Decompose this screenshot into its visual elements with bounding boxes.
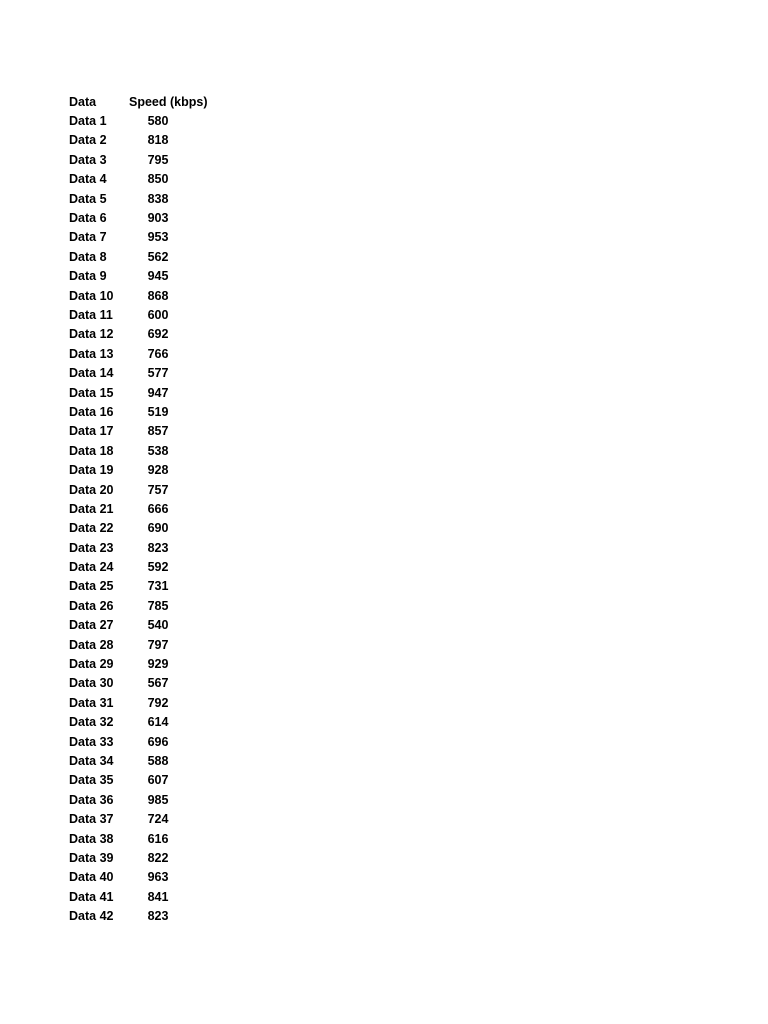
table-row (69, 267, 187, 286)
data-label-cell: Data 29 (69, 657, 114, 672)
speed-value-cell: 724 (147, 812, 169, 827)
speed-value-cell: 841 (147, 889, 169, 904)
speed-value-cell: 947 (147, 385, 169, 400)
speed-value-cell: 607 (147, 773, 169, 788)
data-label-cell: Data 42 (69, 909, 114, 924)
data-label-cell: Data 22 (69, 521, 114, 536)
table-row (69, 538, 187, 557)
data-label-cell: Data 20 (69, 482, 114, 497)
speed-value-cell: 731 (147, 579, 169, 594)
speed-value-cell: 766 (147, 346, 169, 361)
table-row (69, 809, 187, 828)
table-row (69, 111, 187, 130)
speed-value-cell: 614 (147, 715, 169, 730)
table-row (69, 519, 187, 538)
speed-value-cell: 985 (147, 792, 169, 807)
speed-value-cell: 823 (147, 540, 169, 555)
table-row (69, 674, 187, 693)
data-label-cell: Data 10 (69, 288, 114, 303)
speed-value-cell: 600 (147, 307, 169, 322)
data-label-cell: Data 14 (69, 366, 114, 381)
table-row (69, 771, 187, 790)
data-label-cell: Data 39 (69, 850, 114, 865)
data-label-cell: Data 35 (69, 773, 114, 788)
data-label-cell: Data 6 (69, 211, 107, 226)
speed-value-cell: 519 (147, 404, 169, 419)
table-row (69, 170, 187, 189)
table-row (69, 441, 187, 460)
speed-value-cell: 868 (147, 288, 169, 303)
data-label-cell: Data 27 (69, 618, 114, 633)
table-row (69, 286, 187, 305)
speed-value-cell: 666 (147, 501, 169, 516)
speed-value-cell: 818 (147, 133, 169, 148)
data-label-cell: Data 5 (69, 191, 107, 206)
speed-value-cell: 953 (147, 230, 169, 245)
data-label-cell: Data 9 (69, 269, 107, 284)
table-row (69, 732, 187, 751)
table-row (69, 557, 187, 576)
data-label-cell: Data 36 (69, 792, 114, 807)
data-label-cell: Data 13 (69, 346, 114, 361)
data-table (69, 92, 208, 926)
table-row (69, 499, 187, 518)
data-label-cell: Data 2 (69, 133, 107, 148)
data-label-cell: Data 38 (69, 831, 114, 846)
data-label-cell: Data 40 (69, 870, 114, 885)
table-header-row (69, 92, 208, 111)
table-row (69, 654, 187, 673)
speed-value-cell: 822 (147, 850, 169, 865)
data-label-cell: Data 18 (69, 443, 114, 458)
speed-value-cell: 857 (147, 424, 169, 439)
table-row (69, 344, 187, 363)
table-row (69, 247, 187, 266)
data-label-cell: Data 41 (69, 889, 114, 904)
data-label-cell: Data 3 (69, 152, 107, 167)
table-row (69, 635, 187, 654)
table-row (69, 848, 187, 867)
data-label-cell: Data 21 (69, 501, 114, 516)
data-label-cell: Data 8 (69, 249, 107, 264)
speed-value-cell: 792 (147, 695, 169, 710)
data-label-cell: Data 4 (69, 172, 107, 187)
data-label-cell: Data 19 (69, 463, 114, 478)
speed-value-cell: 580 (147, 114, 169, 129)
data-label-cell: Data 16 (69, 404, 114, 419)
table-row (69, 887, 187, 906)
data-label-cell: Data 28 (69, 637, 114, 652)
data-label-cell: Data 33 (69, 734, 114, 749)
table-row (69, 363, 187, 382)
speed-value-cell: 690 (147, 521, 169, 536)
speed-value-cell: 562 (147, 249, 169, 264)
speed-value-cell: 785 (147, 598, 169, 613)
table-row (69, 150, 187, 169)
table-row (69, 790, 187, 809)
table-row (69, 228, 187, 247)
table-row (69, 906, 187, 925)
data-label-cell: Data 7 (69, 230, 107, 245)
speed-value-cell: 696 (147, 734, 169, 749)
data-label-cell: Data 17 (69, 424, 114, 439)
speed-value-cell: 903 (147, 211, 169, 226)
table-row (69, 305, 187, 324)
table-row (69, 383, 187, 402)
speed-value-cell: 945 (147, 269, 169, 284)
data-label-cell: Data 37 (69, 812, 114, 827)
table-row (69, 480, 187, 499)
table-row (69, 460, 187, 479)
speed-value-cell: 823 (147, 909, 169, 924)
data-label-cell: Data 25 (69, 579, 114, 594)
speed-value-cell: 838 (147, 191, 169, 206)
speed-value-cell: 577 (147, 366, 169, 381)
speed-value-cell: 928 (147, 463, 169, 478)
data-label-cell: Data 31 (69, 695, 114, 710)
table-row (69, 422, 187, 441)
speed-value-cell: 795 (147, 152, 169, 167)
speed-value-cell: 540 (147, 618, 169, 633)
table-row (69, 751, 187, 770)
speed-value-cell: 567 (147, 676, 169, 691)
column-header-data: Data (69, 94, 97, 109)
table-row (69, 577, 187, 596)
data-label-cell: Data 15 (69, 385, 114, 400)
table-row (69, 402, 187, 421)
table-row (69, 616, 187, 635)
data-label-cell: Data 34 (69, 753, 114, 768)
table-row (69, 208, 187, 227)
speed-value-cell: 616 (147, 831, 169, 846)
data-label-cell: Data 12 (69, 327, 114, 342)
data-label-cell: Data 26 (69, 598, 114, 613)
column-header-speed: Speed (kbps) (129, 94, 208, 109)
speed-value-cell: 850 (147, 172, 169, 187)
speed-value-cell: 757 (147, 482, 169, 497)
table-row (69, 713, 187, 732)
table-row (69, 131, 187, 150)
data-label-cell: Data 32 (69, 715, 114, 730)
speed-value-cell: 797 (147, 637, 169, 652)
speed-value-cell: 929 (147, 657, 169, 672)
data-label-cell: Data 1 (69, 114, 107, 129)
table-row (69, 325, 187, 344)
speed-value-cell: 592 (147, 560, 169, 575)
table-body (69, 111, 187, 925)
table-row (69, 596, 187, 615)
data-label-cell: Data 30 (69, 676, 114, 691)
speed-value-cell: 963 (147, 870, 169, 885)
table-row (69, 868, 187, 887)
speed-value-cell: 588 (147, 753, 169, 768)
table-row (69, 189, 187, 208)
data-label-cell: Data 11 (69, 307, 113, 322)
table-row (69, 829, 187, 848)
data-label-cell: Data 24 (69, 560, 114, 575)
data-label-cell: Data 23 (69, 540, 114, 555)
speed-value-cell: 692 (147, 327, 169, 342)
speed-value-cell: 538 (147, 443, 169, 458)
table-row (69, 693, 187, 712)
